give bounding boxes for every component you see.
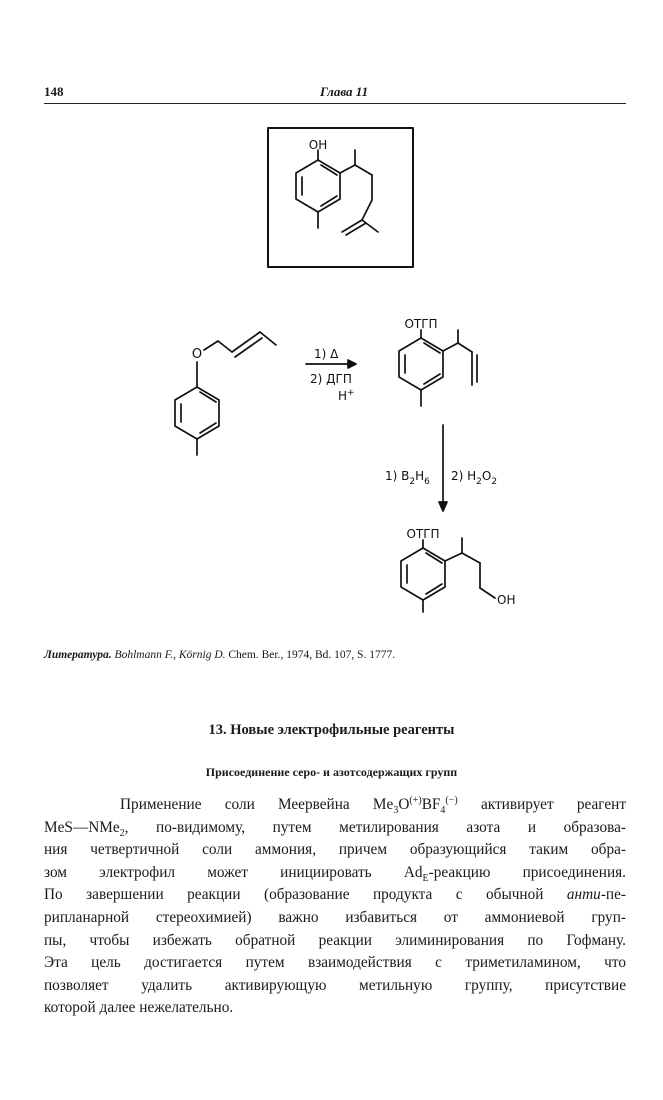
oh-label: OH [308, 138, 328, 152]
reference-citation: Chem. Ber., 1974, Bd. 107, S. 1777. [228, 649, 396, 661]
text-line: пы, чтобы избежать обратной реакции элиминирования по Гофману. [44, 931, 626, 949]
step1-line3: H+ [338, 388, 355, 403]
literature-reference [44, 649, 395, 661]
thp-protected-phenol [399, 330, 477, 406]
text-line: рипланарной стереохимией) важно избавиться от аммониевой груп- [44, 908, 626, 926]
aryl-butenyl-ether [175, 332, 276, 455]
otgp-label-1: OТГП [404, 317, 438, 331]
phenol-structure [296, 150, 378, 235]
reference-authors: Bohlmann F., Körnig D. [114, 649, 226, 661]
step2-reagent-left: 1) $B_2H_6$ [385, 469, 430, 487]
step2-reagent-right: 2) $H_2O_2$ [451, 469, 498, 487]
text-line: которой далее нежелательно. [44, 999, 234, 1017]
subsection-heading: Присоединение серо- и азотсодержащих групп [205, 765, 458, 779]
ether-oxygen-label: O [191, 347, 203, 362]
step1-line2: 2) ДГП [310, 372, 352, 386]
running-head: Глава 11 [320, 84, 369, 99]
reference-label: Литература. [44, 649, 112, 661]
step1-line1: 1) Δ [314, 347, 339, 361]
section-heading: 13. Новые электрофильные реагенты [208, 722, 455, 738]
text-line: зом электрофил может инициировать $Ad_E$-реакцию присоединения. [44, 863, 626, 884]
text-line: Применение соли Меервейна $Me_3O^{(+)}BF_4^{(-)}$ активирует реагент [120, 794, 626, 817]
body-paragraph [44, 794, 626, 1020]
text-line: По завершении реакции (образование продукта с обычной анти-пе- [44, 886, 626, 904]
text-line: позволяет удалить активирующую метильную группу, присутствие [44, 976, 626, 994]
text-line: ния четвертичной соли аммония, причем образующийся таким обра- [44, 841, 626, 859]
oh-terminal-label: OH [497, 593, 516, 607]
text-line: Эта цель достигается путем взаимодействия с триметиламином, что [44, 954, 626, 972]
text-line: MeS—NMe$_2$, по-видимому, путем метилирования азота и образова- [44, 818, 626, 839]
primary-alcohol-product [401, 538, 495, 612]
otgp-label-2: OТГП [406, 527, 440, 541]
page-number: 148 [44, 84, 64, 99]
